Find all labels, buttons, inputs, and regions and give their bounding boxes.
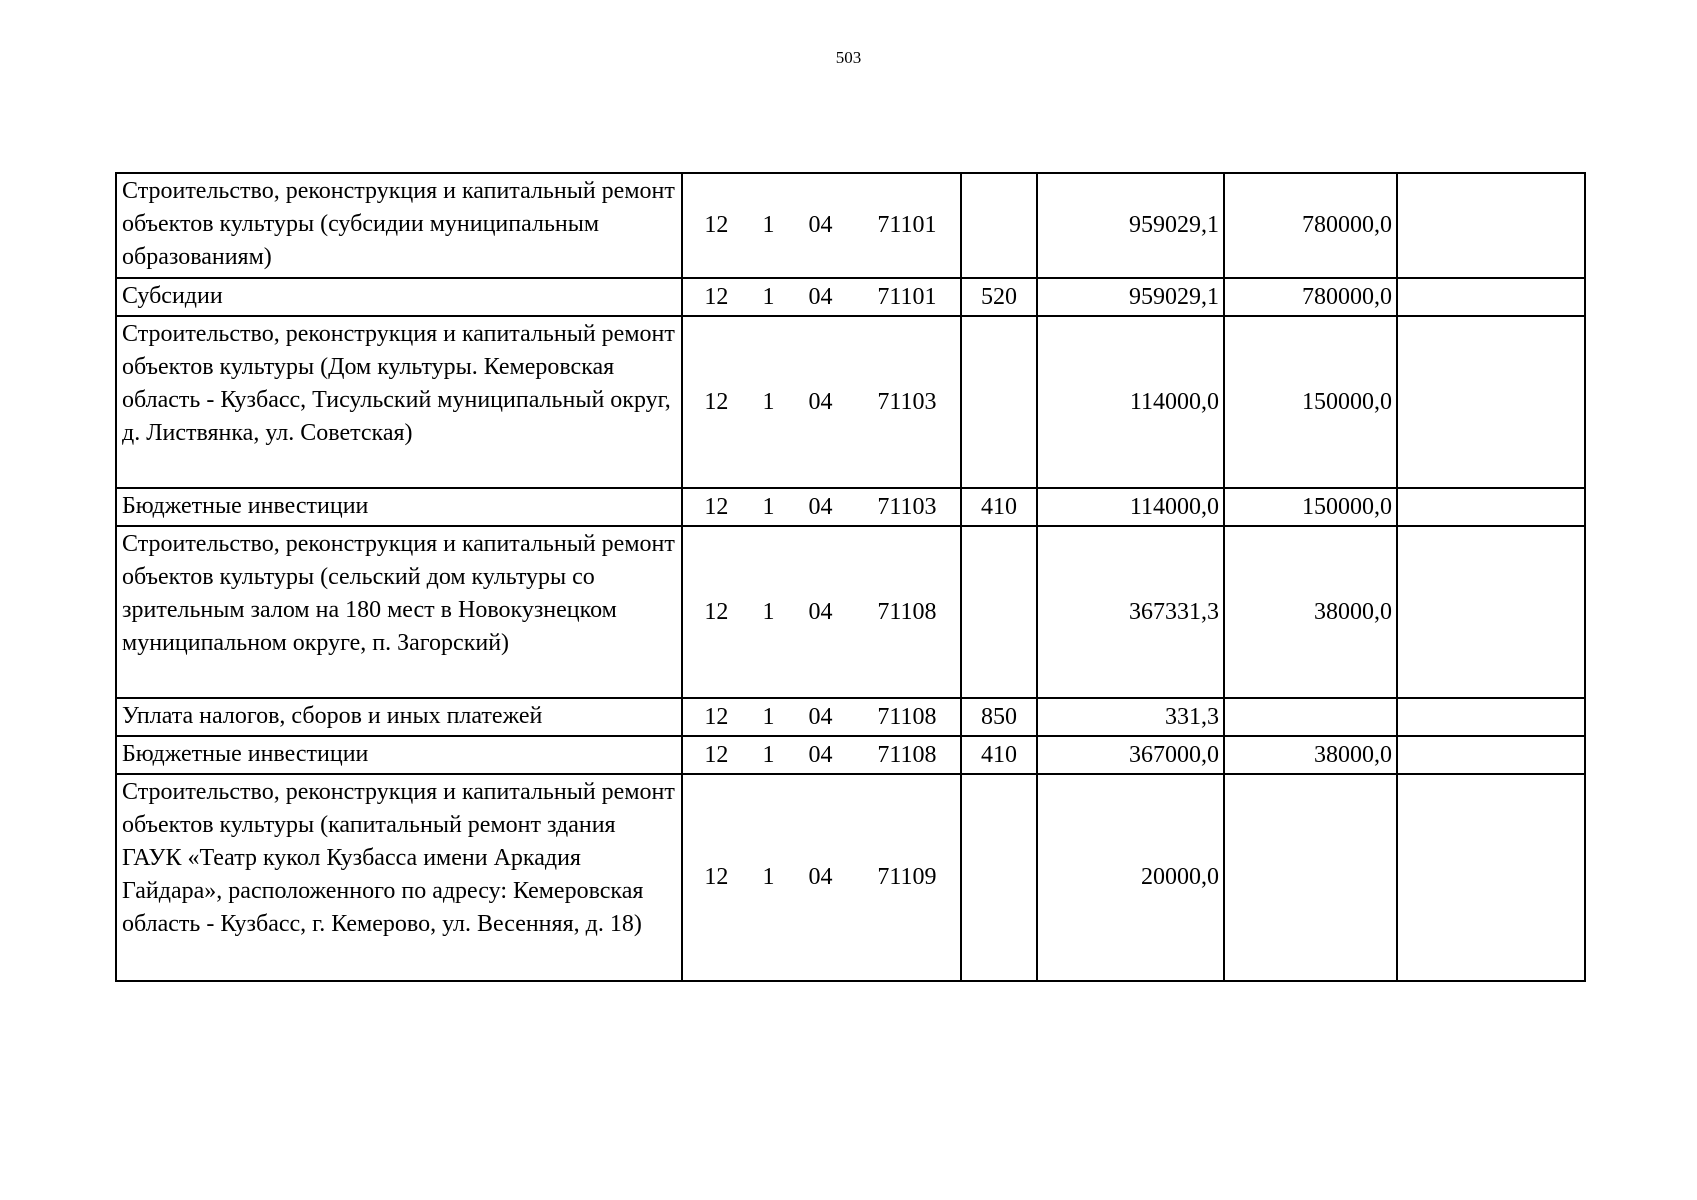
row-code-cell — [682, 316, 961, 488]
subprogram-code: 1 — [762, 283, 775, 310]
expense-type-cell — [961, 526, 1037, 698]
expense-type-cell — [961, 316, 1037, 488]
amount-year2-cell: 150000,0 — [1224, 488, 1397, 526]
subprogram-code: 1 — [762, 741, 775, 768]
direction-code: 71108 — [877, 703, 937, 730]
row-name-cell: Субсидии — [116, 278, 682, 316]
expense-type-cell: 410 — [961, 488, 1037, 526]
row-name-cell: Уплата налогов, сборов и иных платежей — [116, 698, 682, 736]
row-name-cell: Строительство, реконструкция и капитальный ремонт объектов культуры (Дом культуры. Кемеровская область - Кузбасс, Тисульский муниципальный округ, д. Листвянка, ул. Советская) — [116, 316, 682, 488]
amount-year3-cell — [1397, 278, 1585, 316]
main-activity-code: 04 — [808, 283, 833, 310]
row-code-cell — [682, 278, 961, 316]
table-row — [116, 774, 1585, 981]
table-row — [116, 316, 1585, 488]
amount-year1-cell: 20000,0 — [1037, 774, 1224, 981]
amount-year3-cell — [1397, 736, 1585, 774]
row-name-cell: Строительство, реконструкция и капитальный ремонт объектов культуры (капитальный ремонт здания ГАУК «Театр кукол Кузбасса имени Аркадия Гайдара», расположенного по адресу: Кемеровская область - Кузбасс, г. Кемерово, ул. Весенняя, д. 18) — [116, 774, 682, 981]
amount-year3-cell — [1397, 526, 1585, 698]
direction-code: 71103 — [877, 388, 937, 415]
main-activity-code: 04 — [808, 864, 833, 890]
row-code-cell — [682, 526, 961, 698]
row-name-cell: Строительство, реконструкция и капитальный ремонт объектов культуры (сельский дом культуры со зрительным залом на 180 мест в Новокузнецком муниципальном округе, п. Загорский) — [116, 526, 682, 698]
amount-year3-cell — [1397, 488, 1585, 526]
direction-code: 71109 — [877, 864, 937, 890]
program-code: 12 — [704, 598, 729, 625]
main-activity-code: 04 — [808, 493, 833, 520]
row-code-cell — [682, 173, 961, 278]
expense-type-cell: 520 — [961, 278, 1037, 316]
subprogram-code: 1 — [762, 598, 775, 625]
amount-year1-cell: 367331,3 — [1037, 526, 1224, 698]
subprogram-code: 1 — [762, 212, 775, 238]
row-code-cell — [682, 736, 961, 774]
row-name-cell: Бюджетные инвестиции — [116, 736, 682, 774]
amount-year1-cell: 959029,1 — [1037, 173, 1224, 278]
amount-year2-cell: 38000,0 — [1224, 736, 1397, 774]
main-activity-code: 04 — [808, 741, 833, 768]
expense-type-cell — [961, 173, 1037, 278]
amount-year3-cell — [1397, 698, 1585, 736]
expense-type-cell — [961, 774, 1037, 981]
amount-year2-cell: 38000,0 — [1224, 526, 1397, 698]
row-code-cell — [682, 774, 961, 981]
subprogram-code: 1 — [762, 864, 775, 890]
amount-year1-cell: 114000,0 — [1037, 488, 1224, 526]
page-number: 503 — [835, 48, 862, 67]
program-code: 12 — [704, 493, 729, 520]
main-activity-code: 04 — [808, 703, 833, 730]
program-code: 12 — [704, 283, 729, 310]
table-row — [116, 698, 1585, 736]
program-code: 12 — [704, 388, 729, 415]
amount-year1-cell: 114000,0 — [1037, 316, 1224, 488]
direction-code: 71108 — [877, 741, 937, 768]
table-row — [116, 173, 1585, 278]
program-code: 12 — [704, 864, 729, 890]
amount-year2-cell: 150000,0 — [1224, 316, 1397, 488]
amount-year2-cell: 780000,0 — [1224, 278, 1397, 316]
row-code-cell — [682, 488, 961, 526]
row-name-cell: Строительство, реконструкция и капитальный ремонт объектов культуры (субсидии муниципальным образованиям) — [116, 173, 682, 278]
program-code: 12 — [704, 703, 729, 730]
row-name-cell: Бюджетные инвестиции — [116, 488, 682, 526]
direction-code: 71101 — [877, 212, 937, 238]
direction-code: 71108 — [877, 598, 937, 625]
table-row — [116, 488, 1585, 526]
amount-year2-cell — [1224, 774, 1397, 981]
amount-year1-cell: 367000,0 — [1037, 736, 1224, 774]
amount-year2-cell: 780000,0 — [1224, 173, 1397, 278]
amount-year3-cell — [1397, 173, 1585, 278]
main-activity-code: 04 — [808, 598, 833, 625]
table-row — [116, 736, 1585, 774]
subprogram-code: 1 — [762, 703, 775, 730]
table-row — [116, 278, 1585, 316]
subprogram-code: 1 — [762, 493, 775, 520]
table-row — [116, 526, 1585, 698]
main-activity-code: 04 — [808, 388, 833, 415]
direction-code: 71101 — [877, 283, 937, 310]
direction-code: 71103 — [877, 493, 937, 520]
budget-table-body — [116, 173, 1585, 981]
amount-year1-cell: 331,3 — [1037, 698, 1224, 736]
amount-year3-cell — [1397, 316, 1585, 488]
expense-type-cell: 850 — [961, 698, 1037, 736]
program-code: 12 — [704, 741, 729, 768]
expense-type-cell: 410 — [961, 736, 1037, 774]
subprogram-code: 1 — [762, 388, 775, 415]
amount-year2-cell — [1224, 698, 1397, 736]
main-activity-code: 04 — [808, 212, 833, 238]
budget-table — [115, 172, 1586, 982]
row-code-cell — [682, 698, 961, 736]
program-code: 12 — [704, 212, 729, 238]
amount-year1-cell: 959029,1 — [1037, 278, 1224, 316]
amount-year3-cell — [1397, 774, 1585, 981]
